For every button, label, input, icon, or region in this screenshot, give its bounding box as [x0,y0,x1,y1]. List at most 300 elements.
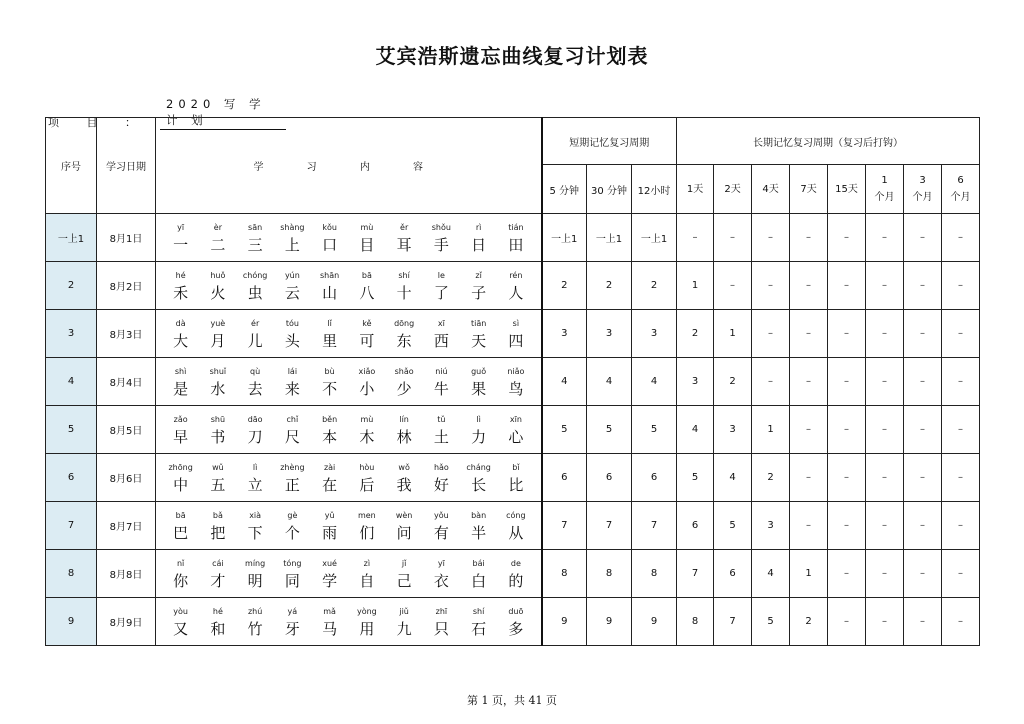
long-review-cell[interactable]: – [828,262,866,310]
short-review-cell[interactable]: 一上1 [632,214,677,262]
hanzi-text: 林 [396,427,412,446]
word-item [497,509,534,543]
pinyin-text: rén [509,270,523,280]
word-item [460,317,497,351]
word-item [162,365,199,399]
long-review-cell[interactable]: – [790,310,828,358]
table-row [46,550,980,598]
header-long-col-bottom: 15天 [835,183,858,195]
long-review-cell[interactable]: – [866,310,904,358]
pinyin-text: shǎo [394,366,414,376]
word-item [274,269,311,303]
short-review-cell[interactable]: 4 [542,358,587,406]
hanzi-text: 牙 [284,619,300,638]
word-item [199,461,236,495]
word-item [386,413,423,447]
row-date: 8月5日 [97,406,156,454]
hanzi-text: 力 [471,427,487,446]
pinyin-text: xiǎo [358,366,376,376]
pinyin-text: yī [177,222,185,232]
word-item [460,557,497,591]
long-review-cell[interactable]: – [866,406,904,454]
pinyin-text: zhèng [280,462,305,472]
long-review-cell[interactable]: 5 [752,598,790,646]
word-item [199,365,236,399]
pinyin-text: cái [212,558,224,568]
long-review-cell[interactable]: – [942,502,980,550]
hanzi-text: 牛 [433,379,449,398]
hanzi-text: 中 [173,475,189,494]
pinyin-text: tián [508,222,524,232]
pinyin-text: ěr [400,222,409,232]
hanzi-text: 的 [508,571,524,590]
header-long-col [942,165,980,214]
long-review-cell[interactable]: 3 [714,406,752,454]
long-review-cell[interactable]: 2 [752,454,790,502]
long-review-cell[interactable]: – [866,214,904,262]
word-item [274,365,311,399]
short-review-cell[interactable]: 6 [542,454,587,502]
word-list [156,269,541,303]
word-item [386,221,423,255]
short-review-cell[interactable]: 9 [587,598,632,646]
header-long-term: 长期记忆复习周期（复习后打钩） [677,118,980,165]
word-item [497,365,534,399]
long-review-cell[interactable]: – [904,598,942,646]
long-review-cell[interactable]: – [904,310,942,358]
short-review-cell[interactable]: 3 [542,310,587,358]
hanzi-text: 书 [210,427,226,446]
pinyin-text: duō [508,606,524,616]
word-item [423,269,460,303]
word-item [199,557,236,591]
row-date: 8月2日 [97,262,156,310]
long-review-cell[interactable]: 8 [677,598,714,646]
pinyin-text: bù [324,366,335,376]
pinyin-text: xī [437,318,445,328]
pinyin-text: dōng [394,318,415,328]
pinyin-text: nǐ [176,558,185,568]
row-seq: 一上1 [46,214,97,262]
long-review-cell[interactable]: – [790,502,828,550]
table-row [46,358,980,406]
pinyin-text: cóng [506,510,526,520]
long-review-cell[interactable]: – [942,310,980,358]
word-item [237,221,274,255]
header-content: 学 习 内 容 [156,118,542,214]
hanzi-text: 半 [471,523,487,542]
word-item [386,269,423,303]
word-item [237,269,274,303]
header-long-col-top: 1 [881,175,888,186]
pinyin-text: lì [252,462,258,472]
long-review-cell[interactable]: – [714,262,752,310]
word-item [348,605,385,639]
short-review-cell[interactable]: 5 [632,406,677,454]
table-row [46,310,980,358]
short-review-cell[interactable]: 7 [587,502,632,550]
hanzi-text: 才 [210,571,226,590]
pinyin-text: tǔ [437,414,446,424]
short-review-cell[interactable]: 8 [587,550,632,598]
hanzi-text: 东 [396,331,412,350]
row-seq: 3 [46,310,97,358]
long-review-cell[interactable]: – [866,598,904,646]
pinyin-text: xué [322,558,337,568]
hanzi-text: 学 [322,571,338,590]
short-review-cell[interactable]: 4 [632,358,677,406]
pinyin-text: qù [250,366,261,376]
long-review-cell[interactable]: – [942,262,980,310]
long-review-cell[interactable]: 6 [677,502,714,550]
word-item [386,605,423,639]
pinyin-text: chóng [242,270,268,280]
hanzi-text: 三 [247,235,263,254]
pinyin-text: shì [174,366,187,376]
long-review-cell[interactable]: 1 [790,550,828,598]
long-review-cell[interactable]: – [790,454,828,502]
word-item [274,317,311,351]
pinyin-text: shí [472,606,485,616]
short-review-cell[interactable]: 一上1 [587,214,632,262]
word-item [460,413,497,447]
pinyin-text: cháng [466,462,491,472]
word-item [274,557,311,591]
page-title: 艾宾浩斯遗忘曲线复习计划表 [375,44,649,68]
hanzi-text: 个 [284,523,300,542]
hanzi-text: 早 [173,427,189,446]
pinyin-text: běn [322,414,338,424]
word-item [237,413,274,447]
row-seq: 7 [46,502,97,550]
short-review-cell[interactable]: 3 [632,310,677,358]
row-date: 8月8日 [97,550,156,598]
pinyin-text: mǎ [323,606,336,616]
word-list [156,461,541,495]
pinyin-text: yǔ [324,510,335,520]
pinyin-text: shǒu [431,222,451,232]
word-item [274,413,311,447]
hanzi-text: 口 [322,235,338,254]
long-review-cell[interactable]: 1 [752,406,790,454]
long-review-cell[interactable]: 1 [677,262,714,310]
long-review-cell[interactable]: – [866,550,904,598]
pinyin-text: le [437,270,445,280]
word-item [311,413,348,447]
hanzi-text: 四 [508,331,524,350]
header-seq: 序号 [46,118,97,214]
table-row [46,598,980,646]
long-review-cell[interactable]: – [942,214,980,262]
long-review-cell[interactable]: – [714,214,752,262]
short-review-cell[interactable]: 4 [587,358,632,406]
word-item [497,557,534,591]
header-long-col [828,165,866,214]
hanzi-text: 刀 [247,427,263,446]
pinyin-text: gè [287,510,298,520]
row-date: 8月3日 [97,310,156,358]
header-short-col: 5 分钟 [542,165,587,214]
short-review-cell[interactable]: 8 [632,550,677,598]
word-item [497,221,534,255]
hanzi-text: 立 [247,475,263,494]
row-seq: 8 [46,550,97,598]
pinyin-text: wǔ [212,462,224,472]
header-long-col-top: 6 [957,175,964,186]
word-item [386,461,423,495]
project-value: 2020 写 学 计 划 [160,96,286,130]
hanzi-text: 我 [396,475,412,494]
row-content [156,598,542,646]
word-item [497,461,534,495]
long-review-cell[interactable]: 4 [752,550,790,598]
long-review-cell[interactable]: – [904,358,942,406]
pinyin-text: zhú [247,606,263,616]
long-review-cell[interactable]: – [866,262,904,310]
long-review-cell[interactable]: – [866,454,904,502]
long-review-cell[interactable]: – [790,262,828,310]
word-item [237,317,274,351]
hanzi-text: 来 [284,379,300,398]
hanzi-text: 雨 [322,523,338,542]
short-review-cell[interactable]: 9 [542,598,587,646]
word-item [162,557,199,591]
row-content [156,406,542,454]
row-content [156,550,542,598]
short-review-cell[interactable]: 2 [587,262,632,310]
header-date: 学习日期 [97,118,156,214]
long-review-cell[interactable]: – [790,358,828,406]
hanzi-text: 有 [433,523,449,542]
long-review-cell[interactable]: – [942,406,980,454]
row-date: 8月6日 [97,454,156,502]
hanzi-text: 石 [471,619,487,638]
long-review-cell[interactable]: – [942,598,980,646]
word-item [423,461,460,495]
word-item [237,557,274,591]
word-item [497,317,534,351]
long-review-cell[interactable]: 4 [677,406,714,454]
short-review-cell[interactable]: 9 [632,598,677,646]
long-review-cell[interactable]: – [904,454,942,502]
header-long-col [752,165,790,214]
short-review-cell[interactable]: 5 [587,406,632,454]
long-review-cell[interactable]: 6 [714,550,752,598]
long-review-cell[interactable]: – [904,550,942,598]
row-seq: 4 [46,358,97,406]
long-review-cell[interactable]: – [752,214,790,262]
hanzi-text: 后 [359,475,375,494]
word-item [162,317,199,351]
word-item [199,413,236,447]
hanzi-text: 用 [359,619,375,638]
hanzi-text: 们 [359,523,375,542]
long-review-cell[interactable]: – [828,598,866,646]
word-item [274,509,311,543]
pinyin-text: zhōng [168,462,193,472]
row-content [156,454,542,502]
long-review-cell[interactable]: – [904,502,942,550]
pinyin-text: yá [287,606,298,616]
word-item [423,557,460,591]
long-review-cell[interactable]: – [828,502,866,550]
word-item [460,461,497,495]
pinyin-text: tóu [285,318,299,328]
pinyin-text: men [357,510,376,520]
hanzi-text: 火 [210,283,226,302]
pinyin-text: shàng [280,222,305,232]
long-review-cell[interactable]: 3 [677,358,714,406]
long-review-cell[interactable]: – [828,406,866,454]
pinyin-text: yún [284,270,300,280]
pinyin-text: yòu [173,606,188,616]
long-review-cell[interactable]: – [942,550,980,598]
pinyin-text: bǐ [512,462,520,472]
word-item [199,269,236,303]
long-review-cell[interactable]: – [752,310,790,358]
long-review-cell[interactable]: 7 [677,550,714,598]
long-review-cell[interactable]: – [828,454,866,502]
pinyin-text: dà [175,318,186,328]
project-label: 项 目 ： [48,116,148,129]
word-item [199,221,236,255]
short-review-cell[interactable]: 8 [542,550,587,598]
short-review-cell[interactable]: 6 [632,454,677,502]
hanzi-text: 耳 [396,235,412,254]
long-review-cell[interactable]: – [866,358,904,406]
long-review-cell[interactable]: – [942,358,980,406]
table-row [46,262,980,310]
long-review-cell[interactable]: – [904,406,942,454]
hanzi-text: 自 [359,571,375,590]
long-review-cell[interactable]: – [828,550,866,598]
pinyin-text: hé [175,270,186,280]
word-list [156,605,541,639]
word-item [460,365,497,399]
hanzi-text: 同 [284,571,300,590]
pinyin-text: yǒu [434,510,449,520]
hanzi-text: 比 [508,475,524,494]
row-date: 8月7日 [97,502,156,550]
header-long-col-bottom: 1天 [686,183,704,195]
page-footer: 第 1 页，共 41 页 [467,694,557,707]
row-content [156,310,542,358]
table-row [46,454,980,502]
pinyin-text: èr [213,222,222,232]
long-review-cell[interactable]: – [752,358,790,406]
long-review-cell[interactable]: – [904,262,942,310]
long-review-cell[interactable]: 4 [714,454,752,502]
long-review-cell[interactable]: – [866,502,904,550]
short-review-cell[interactable]: 一上1 [542,214,587,262]
word-item [274,461,311,495]
long-review-cell[interactable]: 5 [677,454,714,502]
long-review-cell[interactable]: – [828,310,866,358]
long-review-cell[interactable]: – [790,214,828,262]
word-item [311,365,348,399]
short-review-cell[interactable]: 7 [542,502,587,550]
long-review-cell[interactable]: 5 [714,502,752,550]
hanzi-text: 衣 [433,571,449,590]
header-long-col [714,165,752,214]
word-item [162,269,199,303]
hanzi-text: 是 [173,379,189,398]
pinyin-text: bàn [471,510,487,520]
word-list [156,221,541,255]
short-review-cell[interactable]: 2 [542,262,587,310]
pinyin-text: kǒu [322,222,337,232]
short-review-cell[interactable]: 7 [632,502,677,550]
pinyin-text: zǐ [475,270,482,280]
pinyin-text: zài [323,462,336,472]
long-review-cell[interactable]: – [904,214,942,262]
word-item [423,509,460,543]
hanzi-text: 问 [396,523,412,542]
hanzi-text: 可 [359,331,375,350]
row-content [156,502,542,550]
pinyin-text: mù [360,222,374,232]
hanzi-text: 下 [247,523,263,542]
short-review-cell[interactable]: 3 [587,310,632,358]
long-review-cell[interactable]: 3 [752,502,790,550]
long-review-cell[interactable]: – [790,406,828,454]
row-content [156,262,542,310]
word-item [311,509,348,543]
hanzi-text: 子 [471,283,487,302]
hanzi-text: 虫 [247,283,263,302]
hanzi-text: 心 [508,427,524,446]
long-review-cell[interactable]: – [828,214,866,262]
pinyin-text: hé [212,606,223,616]
hanzi-text: 本 [322,427,338,446]
pinyin-text: tóng [283,558,302,568]
word-item [348,365,385,399]
word-item [162,461,199,495]
long-review-cell[interactable]: 2 [677,310,714,358]
row-content [156,358,542,406]
short-review-cell[interactable]: 6 [587,454,632,502]
word-item [237,605,274,639]
long-review-cell[interactable]: – [677,214,714,262]
word-item [386,317,423,351]
header-long-col-bottom: 个月 [874,192,895,203]
long-review-cell[interactable]: 1 [714,310,752,358]
row-seq: 6 [46,454,97,502]
pinyin-text: bái [472,558,485,568]
word-item [386,557,423,591]
word-item [386,365,423,399]
long-review-cell[interactable]: – [828,358,866,406]
pinyin-text: rì [475,222,482,232]
hanzi-text: 大 [173,331,189,350]
long-review-cell[interactable]: 2 [714,358,752,406]
long-review-cell[interactable]: – [942,454,980,502]
word-item [199,605,236,639]
long-review-cell[interactable]: 2 [790,598,828,646]
hanzi-text: 少 [396,379,412,398]
short-review-cell[interactable]: 2 [632,262,677,310]
long-review-cell[interactable]: – [752,262,790,310]
word-item [274,221,311,255]
word-item [348,413,385,447]
hanzi-text: 多 [508,619,524,638]
long-review-cell[interactable]: 7 [714,598,752,646]
short-review-cell[interactable]: 5 [542,406,587,454]
word-item [311,605,348,639]
word-item [348,557,385,591]
hanzi-text: 山 [322,283,338,302]
hanzi-text: 一 [173,235,189,254]
